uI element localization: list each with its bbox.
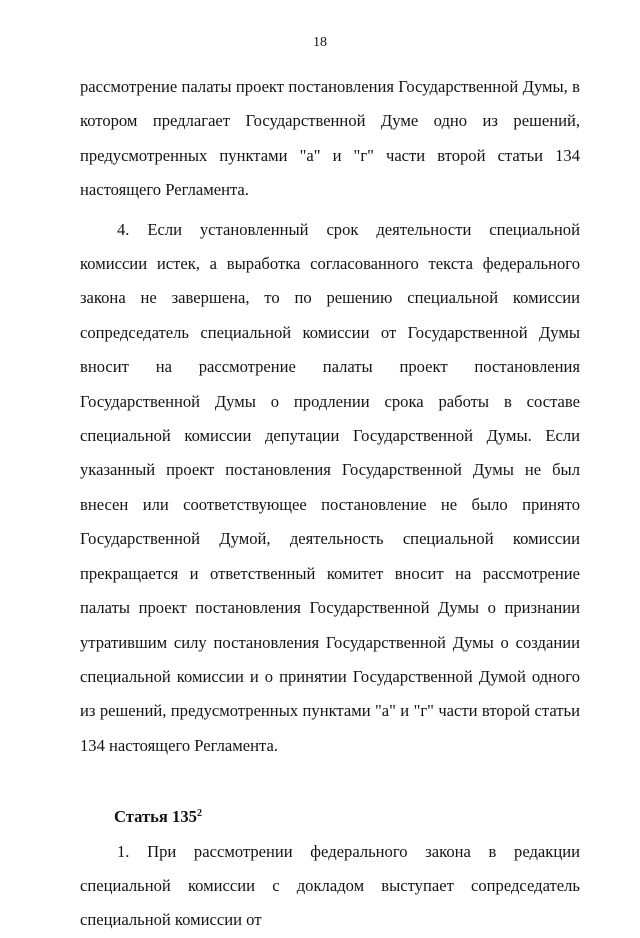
section-spacer bbox=[80, 763, 580, 800]
paragraph-continuation: рассмотрение палаты проект постановления Государственной Думы, в котором предлагает Государственной Думе одно из решений, предусмотренных пунктами "а" и "г" части второй статьи 134 настоящего Регламента. bbox=[80, 77, 580, 200]
article-heading-text: Статья 135 bbox=[114, 807, 197, 827]
page-number: 18 bbox=[313, 35, 327, 50]
document-body bbox=[80, 70, 580, 938]
paragraph-item-1: 1. При рассмотрении федерального закона в редакции специальной комиссии с докладом выступает сопредседатель специальной комиссии от bbox=[80, 841, 580, 930]
article-heading-superscript: 2 bbox=[196, 808, 202, 820]
article-heading bbox=[114, 800, 580, 834]
paragraph-item-4: 4. Если установленный срок деятельности специальной комиссии истек, а выработка согласованного текста федерального закона не завершена, то по решению специальной комиссии сопредседатель специальной комиссии от Государственной Думы вносит на рассмотрение палаты проект постановления Государственной Думы о продлении срока работы в составе специальной комиссии депутации Государственной Думы. Если указанный проект постановления Государственной Думы не был внесен или соответствующее постановление не было принято Государственной Думой, деятельность специальной комиссии прекращается и ответственный комитет вносит на рассмотрение палаты проект постановления Государственной Думы о признании утратившим силу постановления Государственной Думы о создании специальной комиссии и о принятии Государственной Думой одного из решений, предусмотренных пунктами "а" и "г" части второй статьи 134 настоящего Регламента. bbox=[80, 219, 580, 755]
